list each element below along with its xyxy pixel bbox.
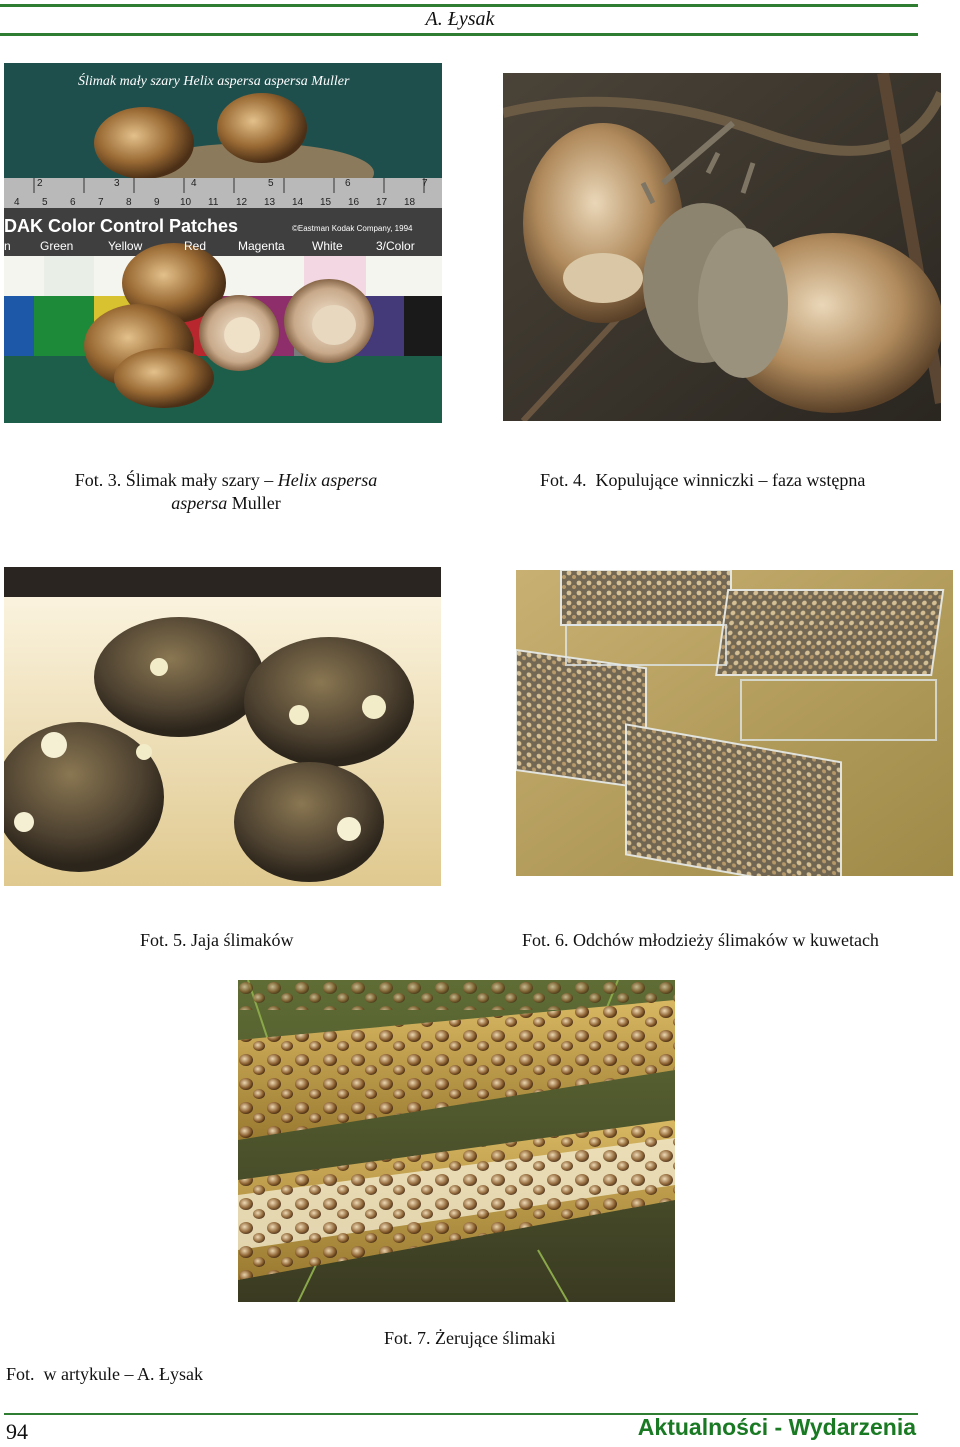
ruler-bottom-number: 12 <box>236 197 248 208</box>
kodak-patch-label: 3/Color <box>376 239 415 253</box>
photo-mating-snails-art <box>503 73 941 421</box>
photo-helix-aspersa <box>4 63 442 423</box>
ruler-bottom-number: 17 <box>376 197 388 208</box>
photo-overlay-title: Ślimak mały szary Helix aspersa aspersa Muller <box>78 74 350 89</box>
header-rule-bottom <box>0 33 918 36</box>
ruler-bottom-number: 10 <box>180 197 192 208</box>
ruler-bottom-number: 15 <box>320 197 332 208</box>
kodak-patch-label: White <box>312 239 343 253</box>
ruler-top-number: 3 <box>114 178 120 189</box>
ruler-bottom-number: 16 <box>348 197 360 208</box>
section-title: Aktualności - Wydarzenia <box>637 1414 916 1440</box>
caption-fot3 <box>40 469 412 515</box>
running-header-author: A. Łysak <box>425 8 495 30</box>
caption-fot4: Fot. 4. Kopulujące winniczki – faza wstępna <box>540 470 866 490</box>
ruler-top-number: 7 <box>422 178 428 189</box>
ruler-bottom-number: 9 <box>154 197 160 208</box>
kodak-patch-label: Green <box>40 239 74 253</box>
photo-juvenile-trays <box>516 570 953 876</box>
kodak-patch-label: n <box>4 239 11 253</box>
page-number: 94 <box>6 1419 28 1444</box>
photo-snail-eggs <box>4 567 441 886</box>
caption-fot3-suffix: Muller <box>227 493 281 513</box>
ruler-bottom-number: 7 <box>98 197 104 208</box>
photo-snail-eggs-art <box>4 567 441 886</box>
ruler-top-number: 6 <box>345 178 351 189</box>
ruler-bottom-number: 6 <box>70 197 76 208</box>
kodak-patch-label: Yellow <box>108 239 143 253</box>
ruler-bottom-number: 18 <box>404 197 416 208</box>
kodak-patch-label: Magenta <box>238 239 285 253</box>
photo-credit: Fot. w artykule – A. Łysak <box>6 1364 203 1384</box>
ruler-bottom-number: 14 <box>292 197 304 208</box>
kodak-copyright: ©Eastman Kodak Company, 1994 <box>292 224 413 233</box>
kodak-chart-title: DAK Color Control Patches <box>4 216 239 236</box>
kodak-patch-label: Red <box>184 239 207 253</box>
photo-juvenile-trays-art <box>516 570 953 876</box>
photo-mating-snails <box>503 73 941 421</box>
photo-feeding-snails <box>238 980 675 1302</box>
caption-fot7: Fot. 7. Żerujące ślimaki <box>384 1328 556 1348</box>
header-rule-top <box>0 4 918 7</box>
ruler-bottom-number: 4 <box>14 197 20 208</box>
caption-fot3-species-subspecies: aspersa <box>171 493 228 513</box>
ruler-bottom-number: 11 <box>208 197 219 208</box>
ruler-bottom-number: 5 <box>42 197 48 208</box>
caption-fot6: Fot. 6. Odchów młodzieży ślimaków w kuwetach <box>522 930 879 950</box>
ruler-top-number: 2 <box>37 178 43 189</box>
ruler-bottom-number: 8 <box>126 197 132 208</box>
caption-fot3-prefix: Fot. 3. Ślimak mały szary – <box>74 470 278 490</box>
caption-fot3-species-genus: Helix aspersa <box>277 470 378 490</box>
ruler-top-number: 4 <box>191 178 197 189</box>
ruler-top-number: 5 <box>268 178 274 189</box>
caption-fot5: Fot. 5. Jaja ślimaków <box>140 930 294 950</box>
ruler-bottom-number: 13 <box>264 197 276 208</box>
photo-feeding-snails-art <box>238 980 675 1302</box>
